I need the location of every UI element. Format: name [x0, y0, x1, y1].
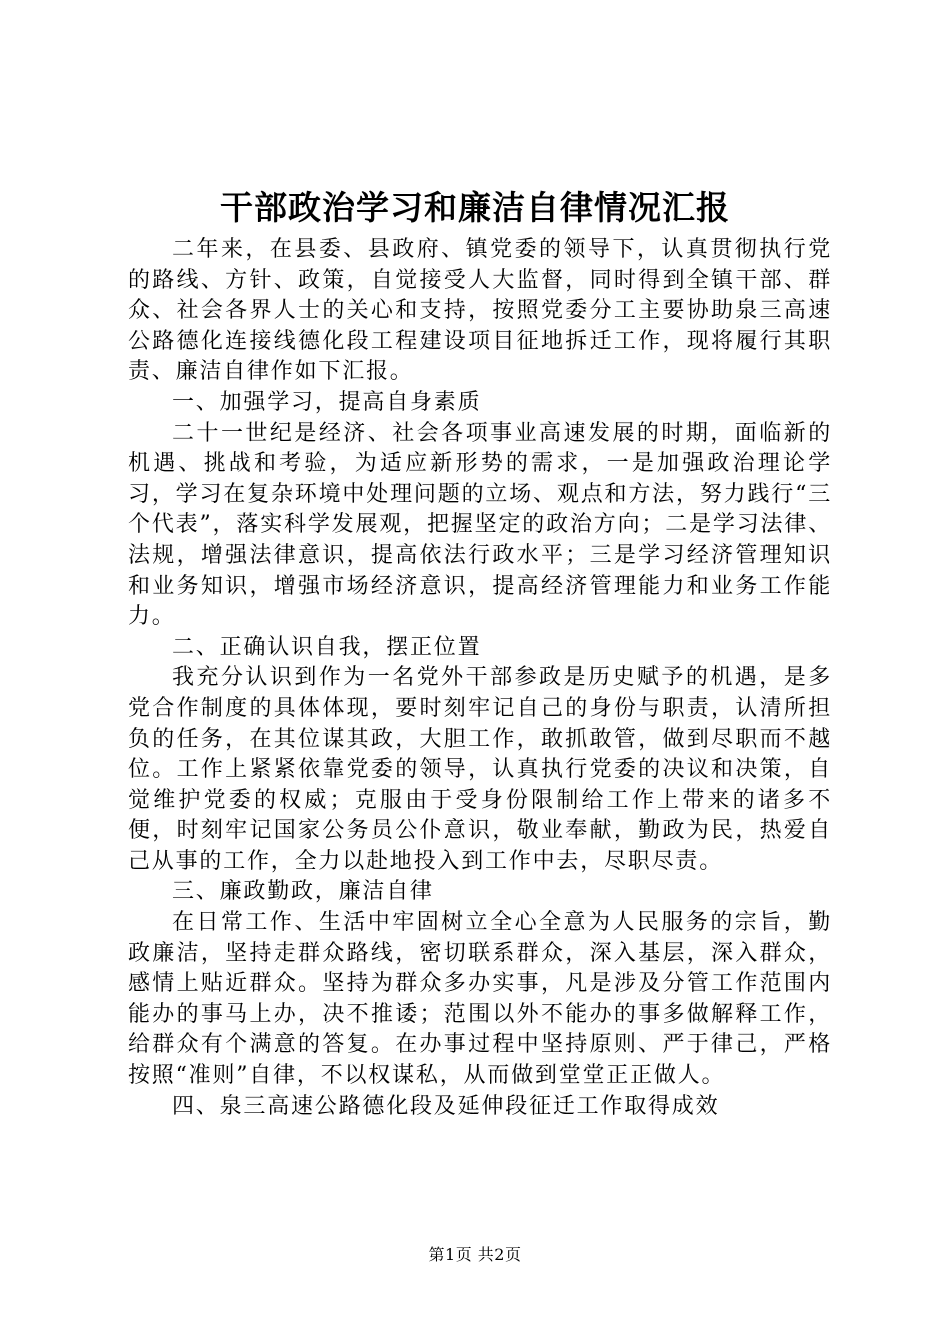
- section-heading-3: 三、廉政勤政，廉洁自律: [172, 879, 434, 905]
- section-heading-2: 二、正确认识自我，摆正位置: [172, 634, 482, 660]
- section-1-paragraph: 二十一世纪是经济、社会各项事业高速发展的时期，面临新的机遇、挑战和考验，为适应新形势的需求，一是加强政治理论学习，学习在复杂环境中处理问题的立场、观点和方法，努力践行“三个代表”，落实科学发展观，把握坚定的政治方向；二是学习法律、法规，增强法律意识，提高依法行政水平；三是学习经济管理知识和业务知识，增强市场经济意识，提高经济管理能力和业务工作能力。: [128, 420, 832, 630]
- document-title: 干部政治学习和廉洁自律情况汇报: [220, 188, 730, 227]
- section-heading-1: 一、加强学习，提高自身素质: [172, 389, 482, 415]
- section-2-paragraph: 我充分认识到作为一名党外干部参政是历史赋予的机遇，是多党合作制度的具体体现，要时刻牢记自己的身份与职责，认清所担负的任务，在其位谋其政，大胆工作，敢抓敢管，做到尽职而不越位。工作上紧紧依靠党委的领导，认真执行党委的决议和决策，自觉维护党委的权威；克服由于受身份限制给工作上带来的诸多不便，时刻牢记国家公务员公仆意识，敬业奉献，勤政为民，热爱自己从事的工作，全力以赴地投入到工作中去，尽职尽责。: [128, 665, 832, 874]
- section-heading-4: 四、泉三高速公路德化段及延伸段征迁工作取得成效: [172, 1093, 720, 1119]
- document-body: [128, 235, 832, 1122]
- intro-paragraph: 二年来，在县委、县政府、镇党委的领导下，认真贯彻执行党的路线、方针、政策，自觉接受人大监督，同时得到全镇干部、群众、社会各界人士的关心和支持，按照党委分工主要协助泉三高速公路德化连接线德化段工程建设项目征地拆迁工作，现将履行其职责、廉洁自律作如下汇报。: [128, 237, 832, 385]
- section-3-paragraph: 在日常工作、生活中牢固树立全心全意为人民服务的宗旨，勤政廉洁，坚持走群众路线，密切联系群众，深入基层，深入群众，感情上贴近群众。坚持为群众多办实事，凡是涉及分管工作范围内能办的事马上办，决不推诿；范围以外不能办的事多做解释工作，给群众有个满意的答复。在办事过程中坚持原则、严于律己，严格按照“准则”自律，不以权谋私，从而做到堂堂正正做人。: [128, 910, 832, 1089]
- page-number-footer: 第1页 共2页: [428, 1245, 522, 1264]
